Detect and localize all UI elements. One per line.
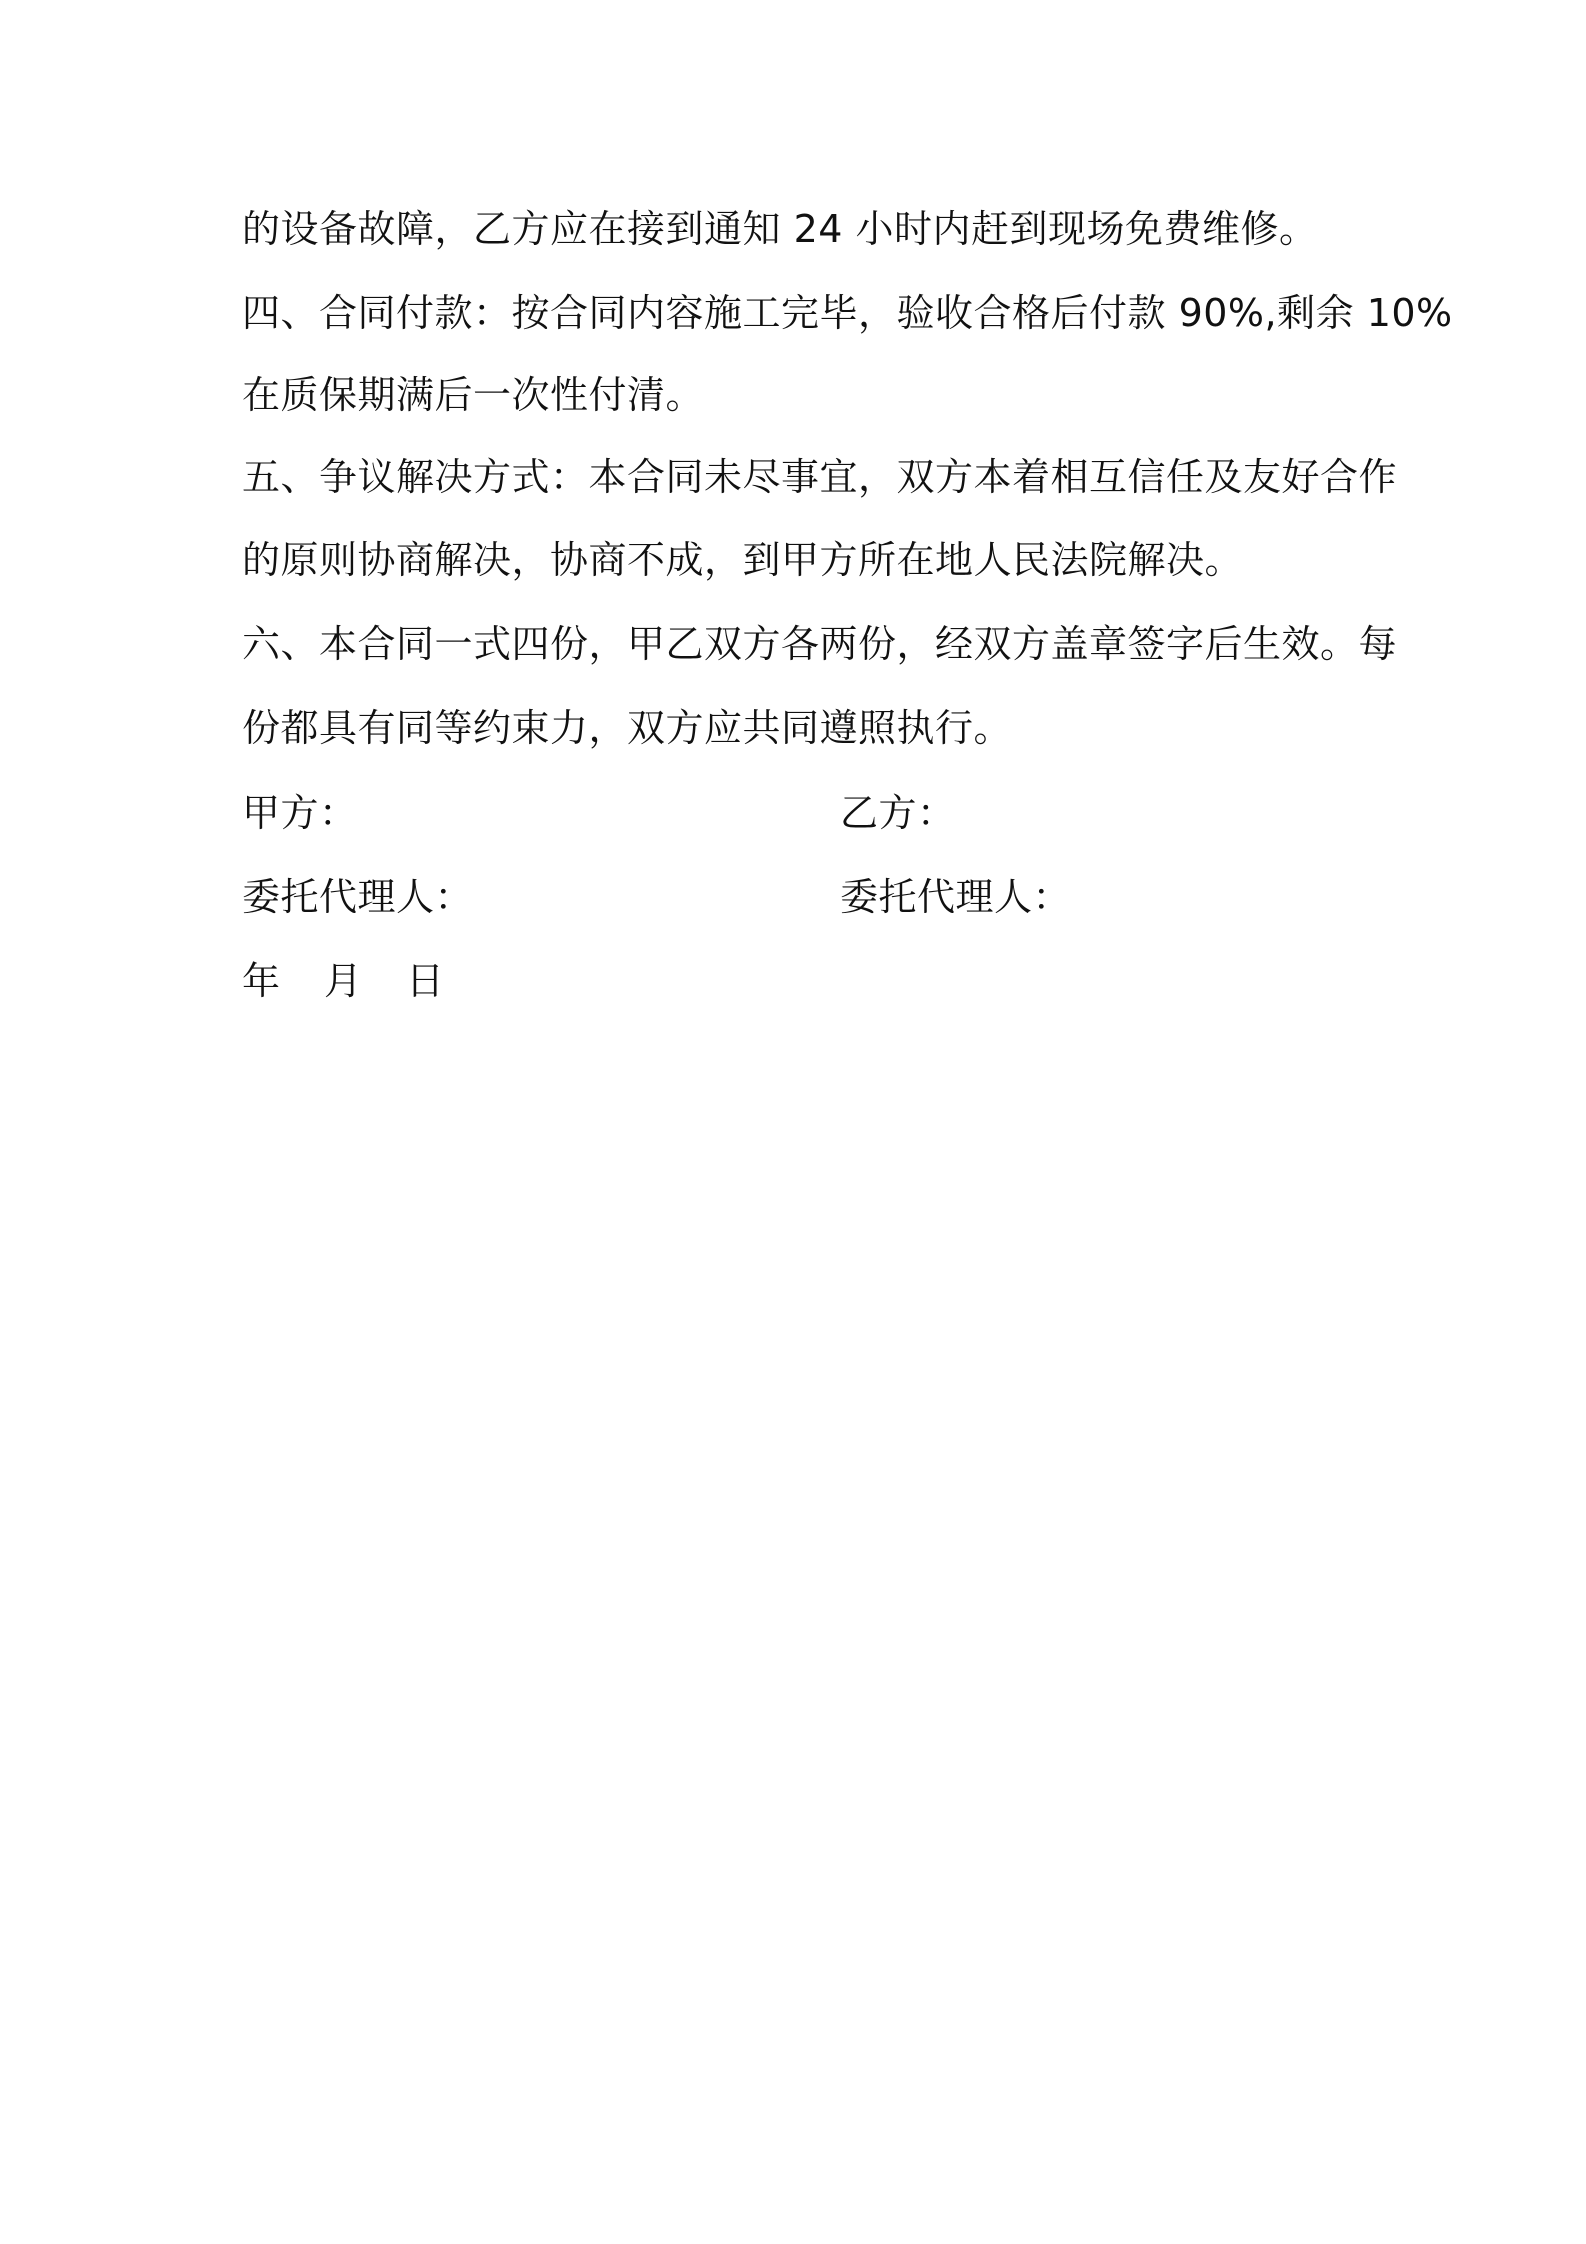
agent-a-label: 委托代理人： bbox=[242, 875, 474, 919]
date-year: 年 bbox=[242, 959, 281, 1003]
paragraph-line: 的设备故障，乙方应在接到通知 24 小时内赶到现场免费维修。 bbox=[242, 207, 1318, 251]
party-b-label: 乙方： bbox=[840, 791, 956, 835]
date-day: 日 bbox=[406, 959, 445, 1003]
party-a-label: 甲方： bbox=[242, 791, 358, 835]
payment-clause-line: 四、合同付款：按合同内容施工完毕，验收合格后付款 90%,剩余 10% bbox=[242, 291, 1453, 335]
date-month: 月 bbox=[324, 959, 363, 1003]
copies-clause-line: 六、本合同一式四份，甲乙双方各两份，经双方盖章签字后生效。每 bbox=[242, 622, 1398, 666]
signature-date bbox=[242, 958, 444, 1004]
agent-b-label: 委托代理人： bbox=[840, 875, 1072, 919]
payment-clause-line: 在质保期满后一次性付清。 bbox=[242, 373, 705, 417]
copies-clause-line: 份都具有同等约束力，双方应共同遵照执行。 bbox=[242, 706, 1013, 750]
dispute-clause-line: 的原则协商解决，协商不成，到甲方所在地人民法院解决。 bbox=[242, 538, 1244, 582]
dispute-clause-line: 五、争议解决方式：本合同未尽事宜，双方本着相互信任及友好合作 bbox=[242, 455, 1398, 499]
